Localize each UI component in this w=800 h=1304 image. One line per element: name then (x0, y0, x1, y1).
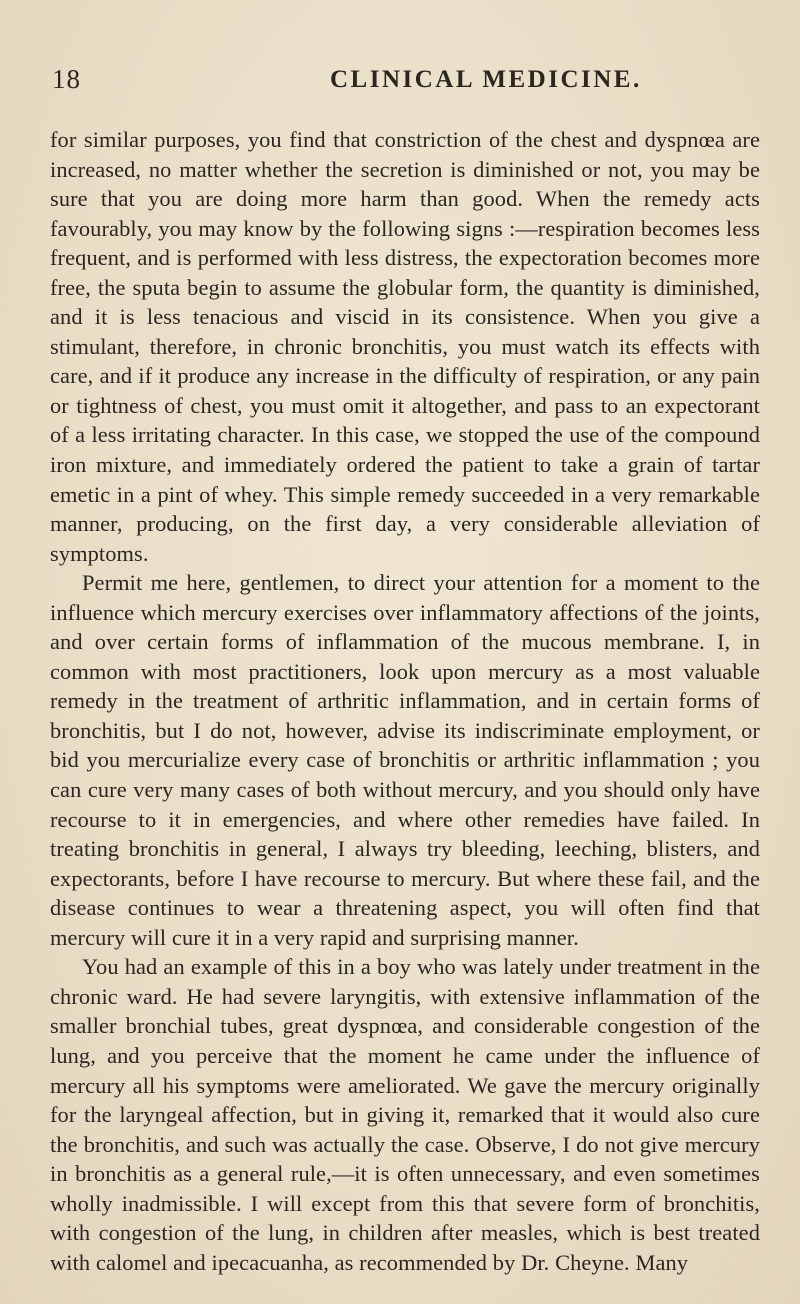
paragraph-mercury-joints: Permit me here, gentlemen, to direct your attention for a moment to the influence which mercury exercises over inflammatory affections of the joints, and over certain forms of inflammation of the mucous membrane. I, in common with most practitioners, look upon mercury as a most valuable remedy in the treatment of arthritic inflammation, and in certain forms of bronchitis, but I do not, however, advise its indiscriminate employment, or bid you mercurialize every case of bronchitis or arthritic inflammation ; you can cure very many cases of both without mercury, and you should only have recourse to it in emergencies, and where other remedies have failed. In treating bronchitis in general, I always try bleeding, leeching, blisters, and expectorants, before I have recourse to mercury. But where these fail, and the disease continues to wear a threatening aspect, you will often find that mercury will cure it in a very rapid and surprising manner. (50, 570, 760, 950)
page-number: 18 (52, 64, 81, 94)
body-text (50, 125, 760, 1277)
running-head (48, 64, 752, 96)
paragraph-continuation: for similar purposes, you find that constriction of the chest and dyspnœa are increased, no matter whether the secretion is diminished or not, you may be sure that you are doing more harm than good. When the remedy acts favourably, you may know by the following signs :—respiration becomes less frequent, and is performed with less distress, the expectoration becomes more free, the sputa begin to assume the globular form, the quantity is diminished, and it is less tenacious and viscid in its consistence. When you give a stimulant, therefore, in chronic bronchitis, you must watch its effects with care, and if it produce any increase in the difficulty of respiration, or any pain or tightness of chest, you must omit it altogether, and pass to an expectorant of a less irritating character. In this case, we stopped the use of the compound iron mixture, and immediately ordered the patient to take a grain of tartar emetic in a pint of whey. This simple remedy succeeded in a very remarkable manner, producing, on the first day, a very considerable alleviation of symptoms. (50, 127, 760, 566)
running-title: CLINICAL MEDICINE. (330, 66, 642, 93)
paragraph-boy-example: You had an example of this in a boy who was lately under treatment in the chronic ward. He had severe laryngitis, with extensive inflammation of the smaller bronchial tubes, great dyspnœa, and considerable congestion of the lung, and you perceive that the moment he came under the influence of mercury all his symptoms were ameliorated. We gave the mercury originally for the laryngeal affection, but in giving it, remarked that it would also cure the bronchitis, and such was actually the case. Observe, I do not give mercury in bronchitis as a general rule,—it is often unnecessary, and even sometimes wholly inadmissible. I will except from this that severe form of bronchitis, with congestion of the lung, in children after measles, which is best treated with calomel and ipecacuanha, as recommended by Dr. Cheyne. Many (50, 954, 760, 1275)
